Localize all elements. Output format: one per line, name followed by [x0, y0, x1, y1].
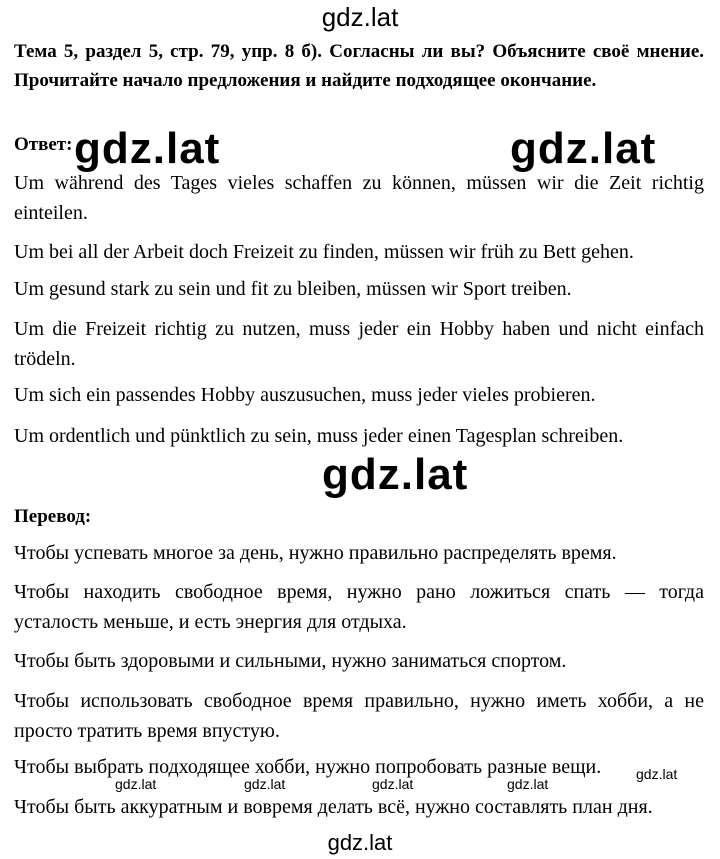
translation-sentence-3: Чтобы быть здоровыми и сильными, нужно заниматься спортом.: [14, 650, 567, 672]
watermark-small: gdz.lat: [507, 776, 549, 792]
answer-sentence-2: Um bei all der Arbeit doch Freizeit zu finden, müssen wir früh zu Bett gehen.: [14, 241, 634, 263]
answer-sentence-6: Um ordentlich und pünktlich zu sein, muss jeder einen Tagesplan schreiben.: [14, 425, 624, 447]
answer-sentence-5: Um sich ein passendes Hobby auszusuchen, muss jeder vieles probieren.: [14, 384, 596, 406]
watermark-bottom: gdz.lat: [327, 830, 393, 855]
watermark-small: gdz.lat: [244, 776, 286, 792]
watermark-middle: gdz.lat: [322, 450, 469, 499]
translation-sentence-4: Чтобы использовать свободное время правильно, нужно иметь хобби, а не просто тратить время впустую.: [14, 690, 704, 742]
translation-sentence-2: Чтобы находить свободное время, нужно рано ложиться спать — тогда усталость меньше, и есть энергия для отдыха.: [14, 581, 704, 633]
watermark-small: gdz.lat: [636, 766, 678, 782]
watermark-top: gdz.lat: [321, 2, 399, 32]
translation-sentence-6: Чтобы быть аккуратным и вовремя делать всё, нужно составлять план дня.: [14, 796, 653, 818]
answer-sentence-3: Um gesund stark zu sein und fit zu bleiben, müssen wir Sport treiben.: [14, 278, 572, 300]
translation-label: Перевод:: [14, 506, 92, 527]
watermark-small: gdz.lat: [372, 776, 414, 792]
translation-sentence-1: Чтобы успевать многое за день, нужно правильно распределять время.: [14, 542, 617, 564]
watermark-answer-left: gdz.lat: [74, 124, 221, 173]
watermark-answer-right: gdz.lat: [510, 124, 657, 173]
watermark-small: gdz.lat: [115, 776, 157, 792]
answer-sentence-4: Um die Freizeit richtig zu nutzen, muss jeder ein Hobby haben und nicht einfach trödeln.: [14, 318, 704, 370]
answer-sentence-1: Um während des Tages vieles schaffen zu können, müssen wir die Zeit richtig einteilen.: [14, 172, 704, 224]
translation-sentence-5: Чтобы выбрать подходящее хобби, нужно попробовать разные вещи.: [14, 756, 602, 778]
exercise-heading: Тема 5, раздел 5, стр. 79, упр. 8 б). Согласны ли вы? Объясните своё мнение. Прочитайте начало предложения и найдите подходящее окончание.: [14, 41, 704, 91]
answer-label: Ответ:: [14, 134, 73, 155]
